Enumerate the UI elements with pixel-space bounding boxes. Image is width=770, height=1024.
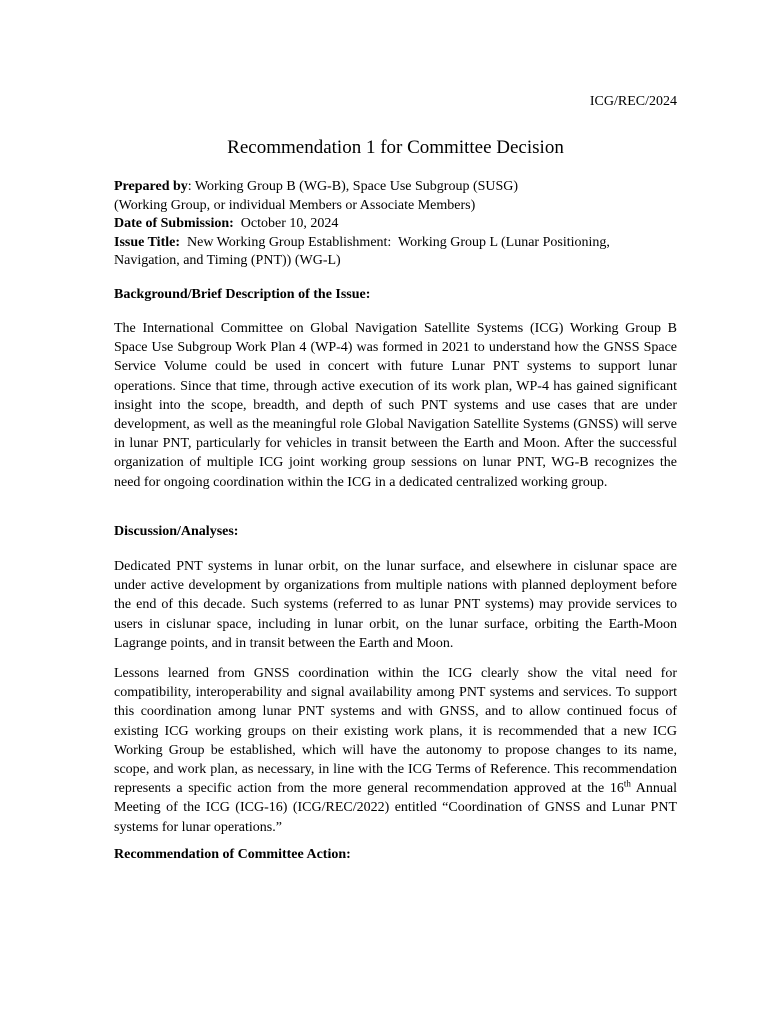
issue-title-line: [114, 234, 677, 271]
discussion-paragraph-2-text-end: Annual Meeting of the ICG (ICG-16) (ICG/REC/2022) entitled “Coordination of GNSS and Lunar PNT systems for lunar operations.”: [114, 781, 677, 835]
date-label: Date of Submission:: [114, 216, 234, 231]
background-paragraph: The International Committee on Global Navigation Satellite Systems (ICG) Working Group B Space Use Subgroup Work Plan 4 (WP-4) was formed in 2021 to understand how the GNSS Space Service Volume could be used in concert with future Lunar PNT systems to support lunar operations. Since that time, through active execution of its work plan, WP-4 has gained significant insight into the scope, breadth, and depth of such PNT systems and use cases that are under development, as well as the meaningful role Global Navigation Satellite Systems (GNSS) will serve in lunar PNT, particularly for vehicles in transit between the Earth and Moon. After the successful organization of multiple ICG joint working group sessions on lunar PNT, WG-B recognizes the need for ongoing coordination within the ICG in a dedicated centralized working group.: [114, 321, 677, 490]
recommendation-heading: Recommendation of Committee Action:: [114, 847, 351, 862]
discussion-paragraph-2-text: Lessons learned from GNSS coordination within the ICG clearly show the vital need for compatibility, interoperability and signal availability among PNT systems and services. To support this coordination among lunar PNT systems and with GNSS, and to allow continued focus of existing ICG working groups on their existing work plans, it is recommended that a new ICG Working Group be established, which will have the autonomy to propose changes to its name, scope, and work plan, as necessary, in line with the ICG Terms of Reference. This recommendation represents a specific action from the more general recommendation approved at the 16: [114, 666, 677, 797]
document-reference: ICG/REC/2024: [589, 94, 677, 109]
issue-title-value: New Working Group Establishment: Working Group L (Lunar Positioning, Navigation, and Timing (PNT)) (WG-L): [114, 234, 614, 268]
discussion-paragraph-1: Dedicated PNT systems in lunar orbit, on the lunar surface, and elsewhere in cislunar space are under active development by organizations from multiple nations with planned deployment before the end of this decade. Such systems (referred to as lunar PNT systems) may provide services to users in cislunar space, including in lunar orbit, on the lunar surface, orbiting the Earth-Moon Lagrange points, and in transit between the Earth and Moon.: [114, 559, 677, 651]
document-title: Recommendation 1 for Committee Decision: [227, 137, 564, 158]
discussion-paragraph-2: [114, 664, 677, 837]
date-value: October 10, 2024: [233, 216, 339, 231]
submission-metadata: [114, 178, 677, 271]
background-heading: Background/Brief Description of the Issue:: [114, 287, 371, 302]
prepared-by-value: : Working Group B (WG-B), Space Use Subgroup (SUSG): [187, 179, 519, 194]
ordinal-suffix: th: [623, 778, 631, 789]
prepared-by-note: (Working Group, or individual Members or Associate Members): [114, 197, 476, 213]
date-of-submission-line: [114, 215, 677, 234]
discussion-heading: Discussion/Analyses:: [114, 524, 239, 539]
prepared-by-line: [114, 178, 677, 197]
prepared-by-label: Prepared by: [114, 179, 188, 194]
issue-title-label: Issue Title:: [114, 234, 180, 250]
